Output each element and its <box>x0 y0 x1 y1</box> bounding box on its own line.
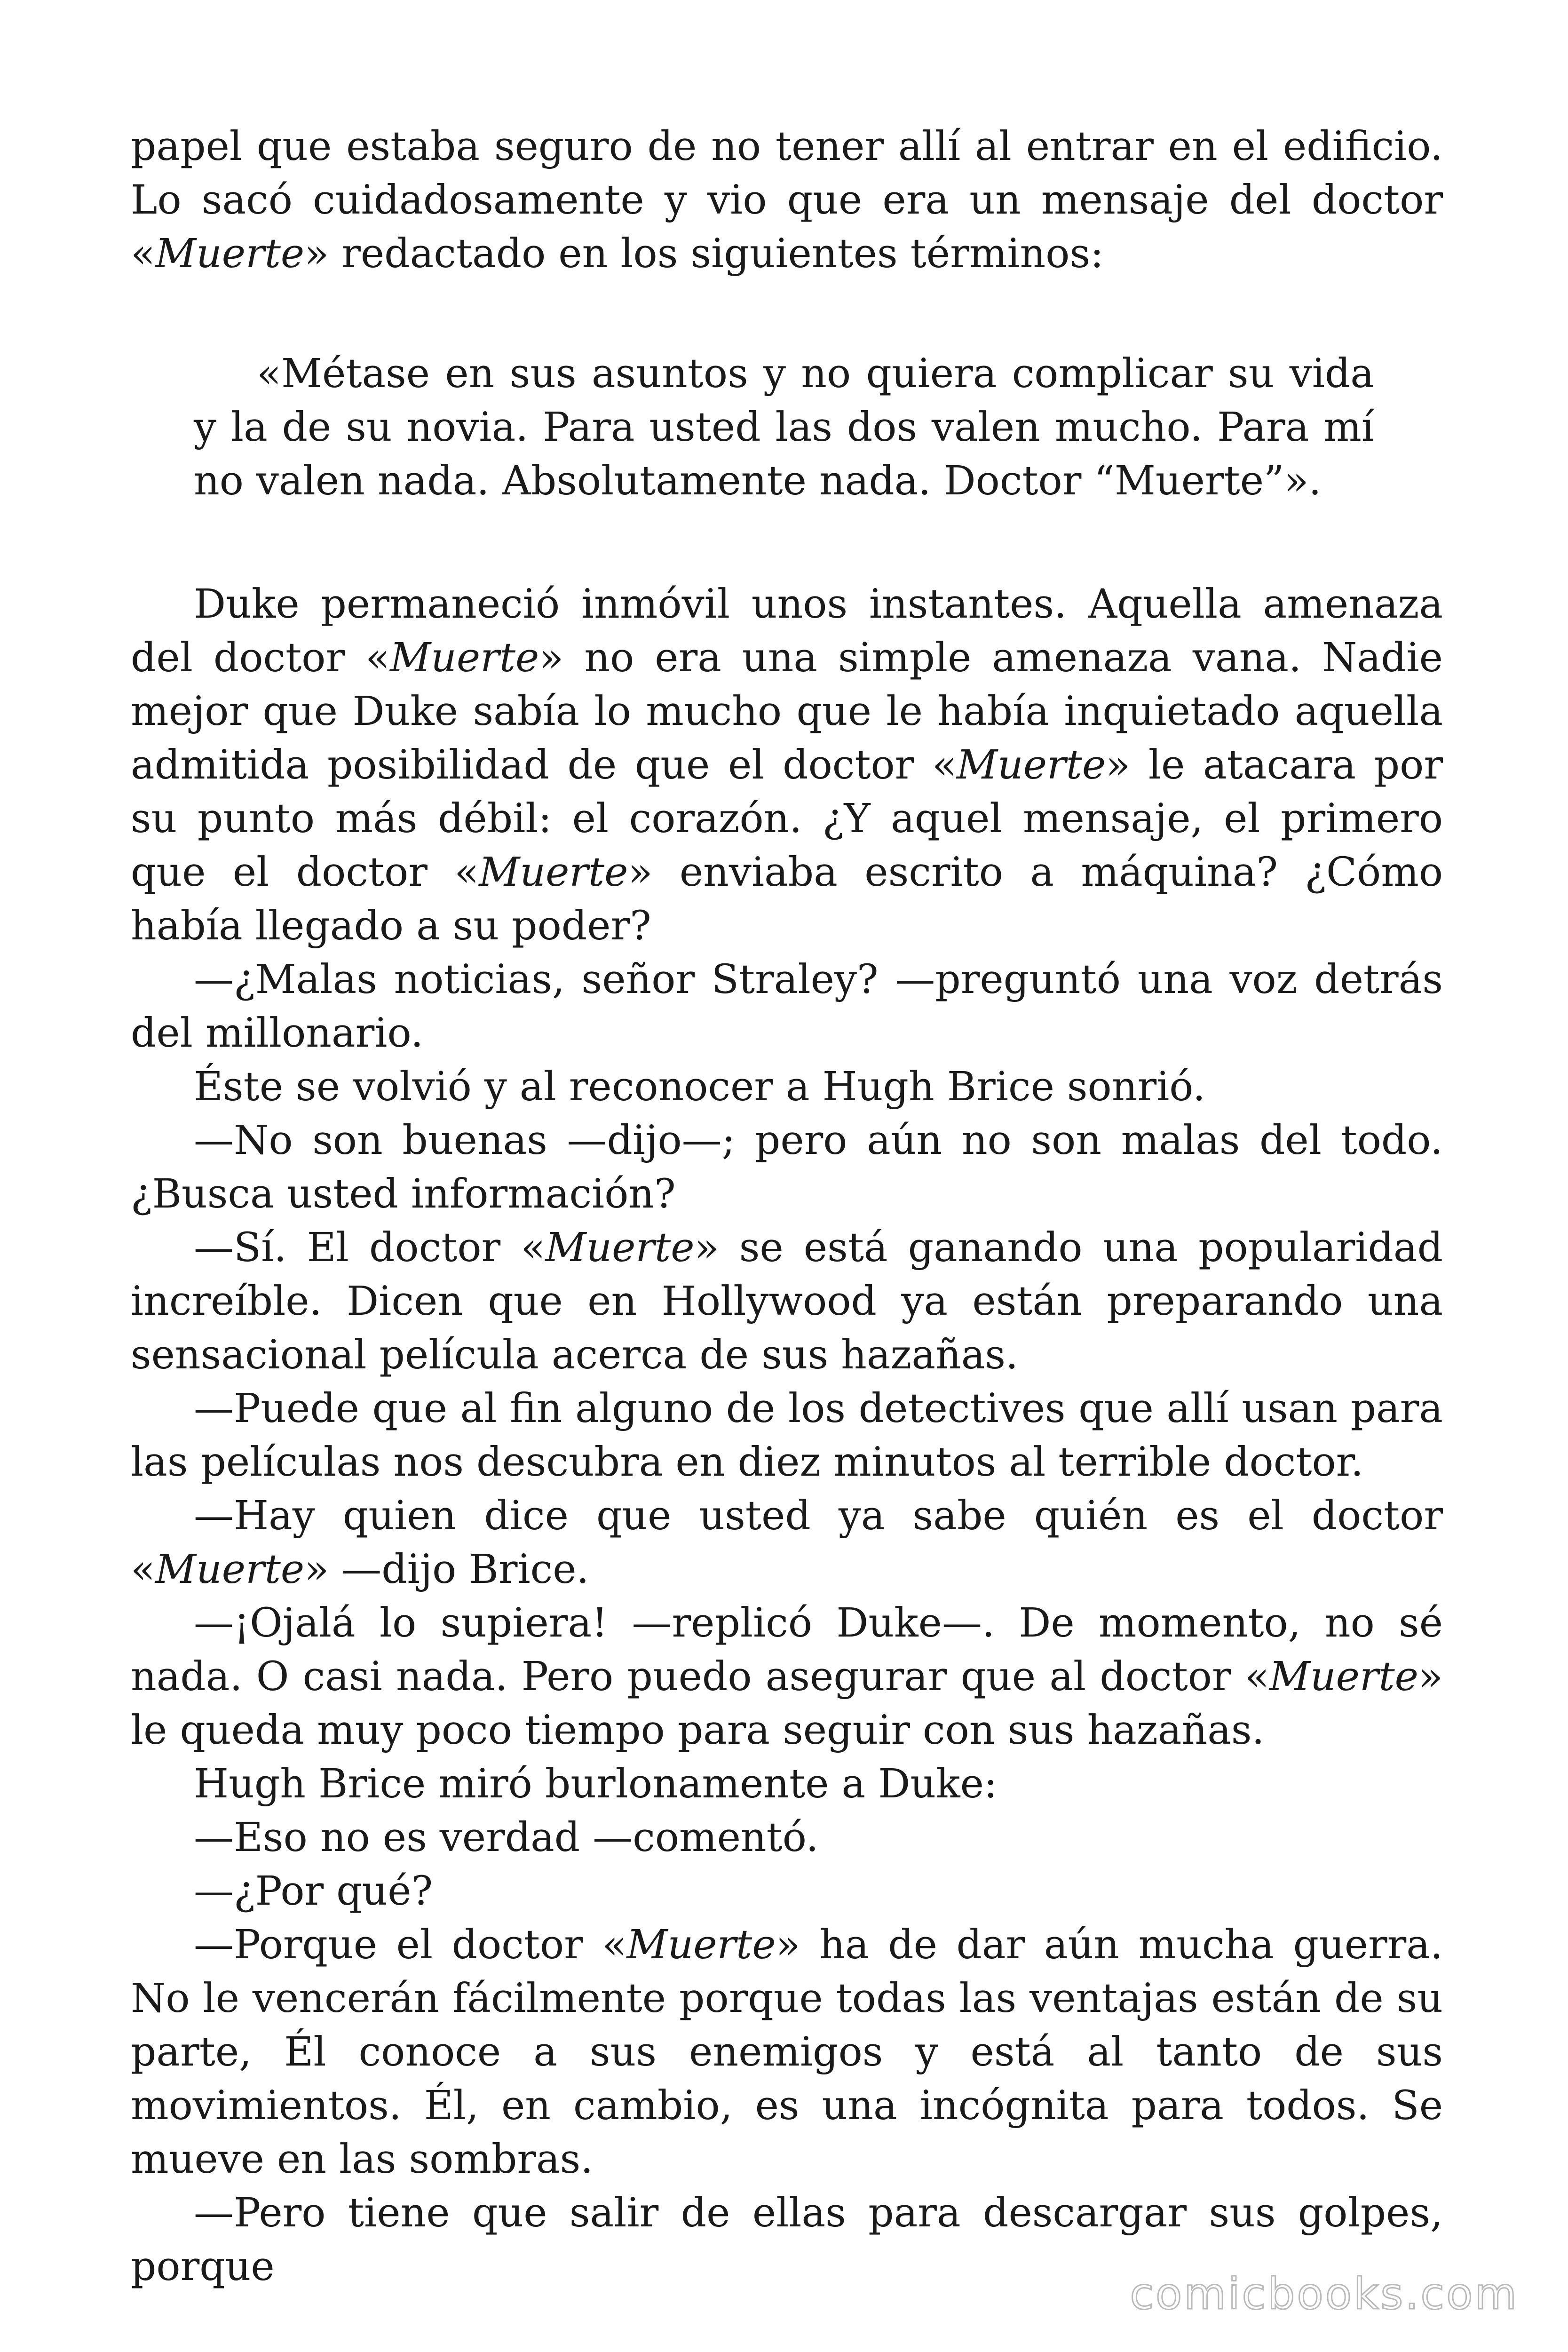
text-run: —¡Ojalá lo supiera! —replicó Duke—. De momento, no sé nada. O casi nada. Pero puedo asegurar que al doctor « <box>131 1600 1443 1700</box>
book-page <box>131 120 1443 2294</box>
text-run: —Sí. El doctor « <box>194 1224 546 1271</box>
italic-text: Muerte <box>390 635 539 681</box>
paragraph <box>131 1489 1443 1597</box>
italic-text: Muerte <box>545 1224 695 1271</box>
paragraph <box>131 1865 1443 1918</box>
text-run: » no era una simple amenaza vana. Nadie mejor que Duke sabía lo mucho que le había inquietado aquella admitida posibilidad de que el doctor « <box>131 635 1443 788</box>
text-run: » redactado en los siguientes términos: <box>304 230 1104 277</box>
paragraph <box>131 953 1443 1060</box>
text-run: —Pero tiene que salir de ellas para descargar sus golpes, porque <box>131 2190 1443 2290</box>
text-run: «Métase en sus asuntos y no quiera complicar su vida y la de su novia. Para usted las dos valen mucho. Para mí no valen nada. Absolutamente nada. Doctor “Muerte”». <box>194 350 1374 504</box>
paragraph <box>131 1221 1443 1382</box>
text-run: Duke permaneció inmóvil unos instantes. Aquella amenaza del doctor « <box>131 581 1443 681</box>
italic-text: Muerte <box>479 849 628 896</box>
paragraph <box>131 578 1443 953</box>
text-run: —¿Malas noticias, señor Straley? —preguntó una voz detrás del millonario. <box>131 956 1443 1057</box>
paragraph <box>131 1811 1443 1865</box>
text-run: —¿Por qué? <box>194 1868 433 1915</box>
italic-text: Muerte <box>155 230 305 277</box>
paragraph <box>131 120 1443 281</box>
watermark: comicbooks.com <box>1130 2269 1519 2319</box>
paragraph <box>131 1597 1443 1757</box>
block-quote <box>194 347 1374 508</box>
paragraph <box>131 1757 1443 1811</box>
text-run: » —dijo Brice. <box>304 1546 589 1593</box>
text-run: » se está ganando una popularidad increíble. Dicen que en Hollywood ya están preparando una sensacional película acerca de sus hazañas. <box>131 1224 1443 1378</box>
paragraph <box>131 1382 1443 1489</box>
text-run: » ha de dar aún mucha guerra. No le vencerán fácilmente porque todas las ventajas están de su parte, Él conoce a sus enemigos y está al tanto de sus movimientos. Él, en cambio, es una incógnita para todos. Se mueve en las sombras. <box>131 1922 1443 2183</box>
text-run: Éste se volvió y al reconocer a Hugh Brice sonrió. <box>194 1064 1205 1110</box>
quote-paragraph <box>194 347 1374 508</box>
paragraph <box>131 1918 1443 2186</box>
text-run: » enviaba escrito a máquina? ¿Cómo había llegado a su poder? <box>131 849 1443 949</box>
text-run: —Puede que al fin alguno de los detectives que allí usan para las películas nos descubra en diez minutos al terrible doctor. <box>131 1385 1443 1486</box>
text-run: Hugh Brice miró burlonamente a Duke: <box>194 1761 998 1807</box>
text-run: papel que estaba seguro de no tener allí al entrar en el edificio. Lo sacó cuidadosamente y vio que era un mensaje del doctor « <box>131 123 1443 277</box>
paragraph <box>131 1060 1443 1114</box>
italic-text: Muerte <box>956 742 1106 788</box>
italic-text: Muerte <box>155 1546 305 1593</box>
text-run: —No son buenas —dijo—; pero aún no son malas del todo. ¿Busca usted información? <box>131 1117 1443 1217</box>
text-run: —Porque el doctor « <box>194 1922 627 1968</box>
text-run: —Hay quien dice que usted ya sabe quién es el doctor « <box>131 1493 1443 1593</box>
text-run: » le atacara por su punto más débil: el corazón. ¿Y aquel mensaje, el primero que el doctor « <box>131 742 1443 896</box>
paragraph <box>131 1114 1443 1221</box>
text-run: —Eso no es verdad —comentó. <box>194 1814 819 1861</box>
italic-text: Muerte <box>1269 1653 1418 1700</box>
italic-text: Muerte <box>626 1922 776 1968</box>
text-run: » le queda muy poco tiempo para seguir con sus hazañas. <box>131 1653 1443 1754</box>
